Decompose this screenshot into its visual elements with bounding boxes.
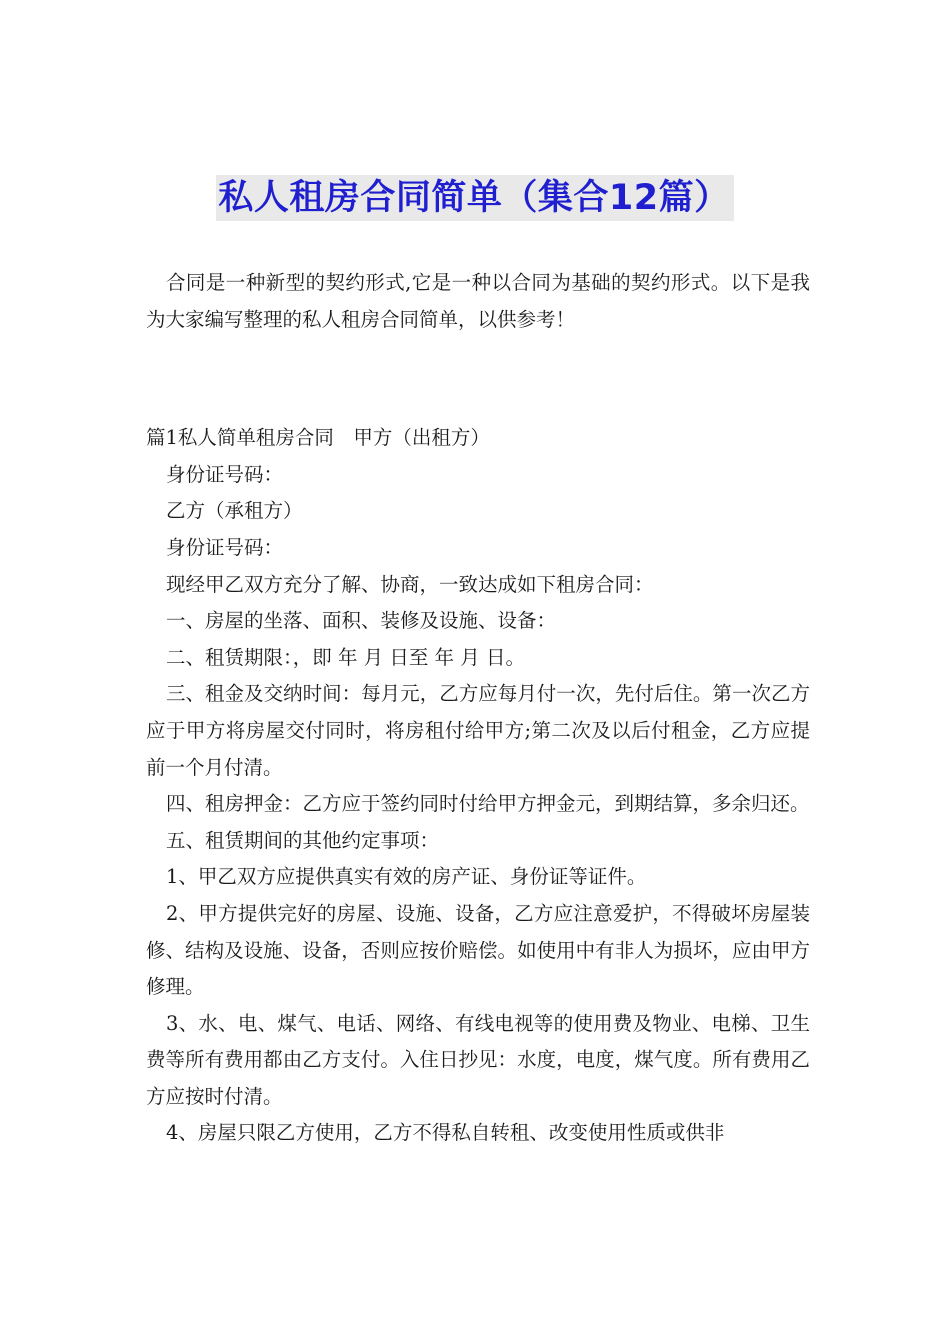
document-title: 私人租房合同简单（集合12篇） bbox=[216, 175, 733, 221]
paragraph-party-b: 乙方（承租方） bbox=[166, 499, 303, 523]
section-heading: 篇1私人简单租房合同 甲方（出租方） bbox=[146, 426, 490, 450]
subclause-1: 1、甲乙双方应提供真实有效的房产证、身份证等证件。 bbox=[166, 865, 647, 889]
title-container bbox=[0, 175, 950, 221]
paragraph-id-number-b: 身份证号码： bbox=[166, 535, 284, 559]
clause-4: 四、租房押金：乙方应于签约同时付给甲方押金元，到期结算，多余归还。 bbox=[166, 792, 810, 816]
clause-2: 二、租赁期限：，即 年 月 日至 年 月 日。 bbox=[166, 645, 525, 669]
paragraph-agreement: 现经甲乙双方充分了解、协商，一致达成如下租房合同： bbox=[166, 572, 654, 596]
subclause-4: 4、房屋只限乙方使用，乙方不得私自转租、改变使用性质或供非 bbox=[166, 1121, 725, 1145]
intro-paragraph: 合同是一种新型的契约形式,它是一种以合同为基础的契约形式。以下是我为大家编写整理的私人租房合同简单，以供参考！ bbox=[146, 271, 810, 331]
spacer bbox=[146, 338, 810, 420]
document-body bbox=[146, 265, 810, 1152]
clause-5: 五、租赁期间的其他约定事项： bbox=[166, 828, 440, 852]
subclause-3: 3、水、电、煤气、电话、网络、有线电视等的使用费及物业、电梯、卫生费等所有费用都由乙方支付。入住日抄见：水度，电度，煤气度。所有费用乙方应按时付清。 bbox=[146, 1011, 810, 1108]
clause-1: 一、房屋的坐落、面积、装修及设施、设备： bbox=[166, 609, 557, 633]
subclause-2: 2、甲方提供完好的房屋、设施、设备，乙方应注意爱护，不得破坏房屋装修、结构及设施、设备，否则应按价赔偿。如使用中有非人为损坏，应由甲方修理。 bbox=[146, 901, 810, 999]
paragraph-id-number-a: 身份证号码： bbox=[166, 462, 284, 486]
clause-3: 三、租金及交纳时间：每月元，乙方应每月付一次，先付后住。第一次乙方应于甲方将房屋交付同时，将房租付给甲方;第二次及以后付租金，乙方应提前一个月付清。 bbox=[146, 682, 810, 779]
